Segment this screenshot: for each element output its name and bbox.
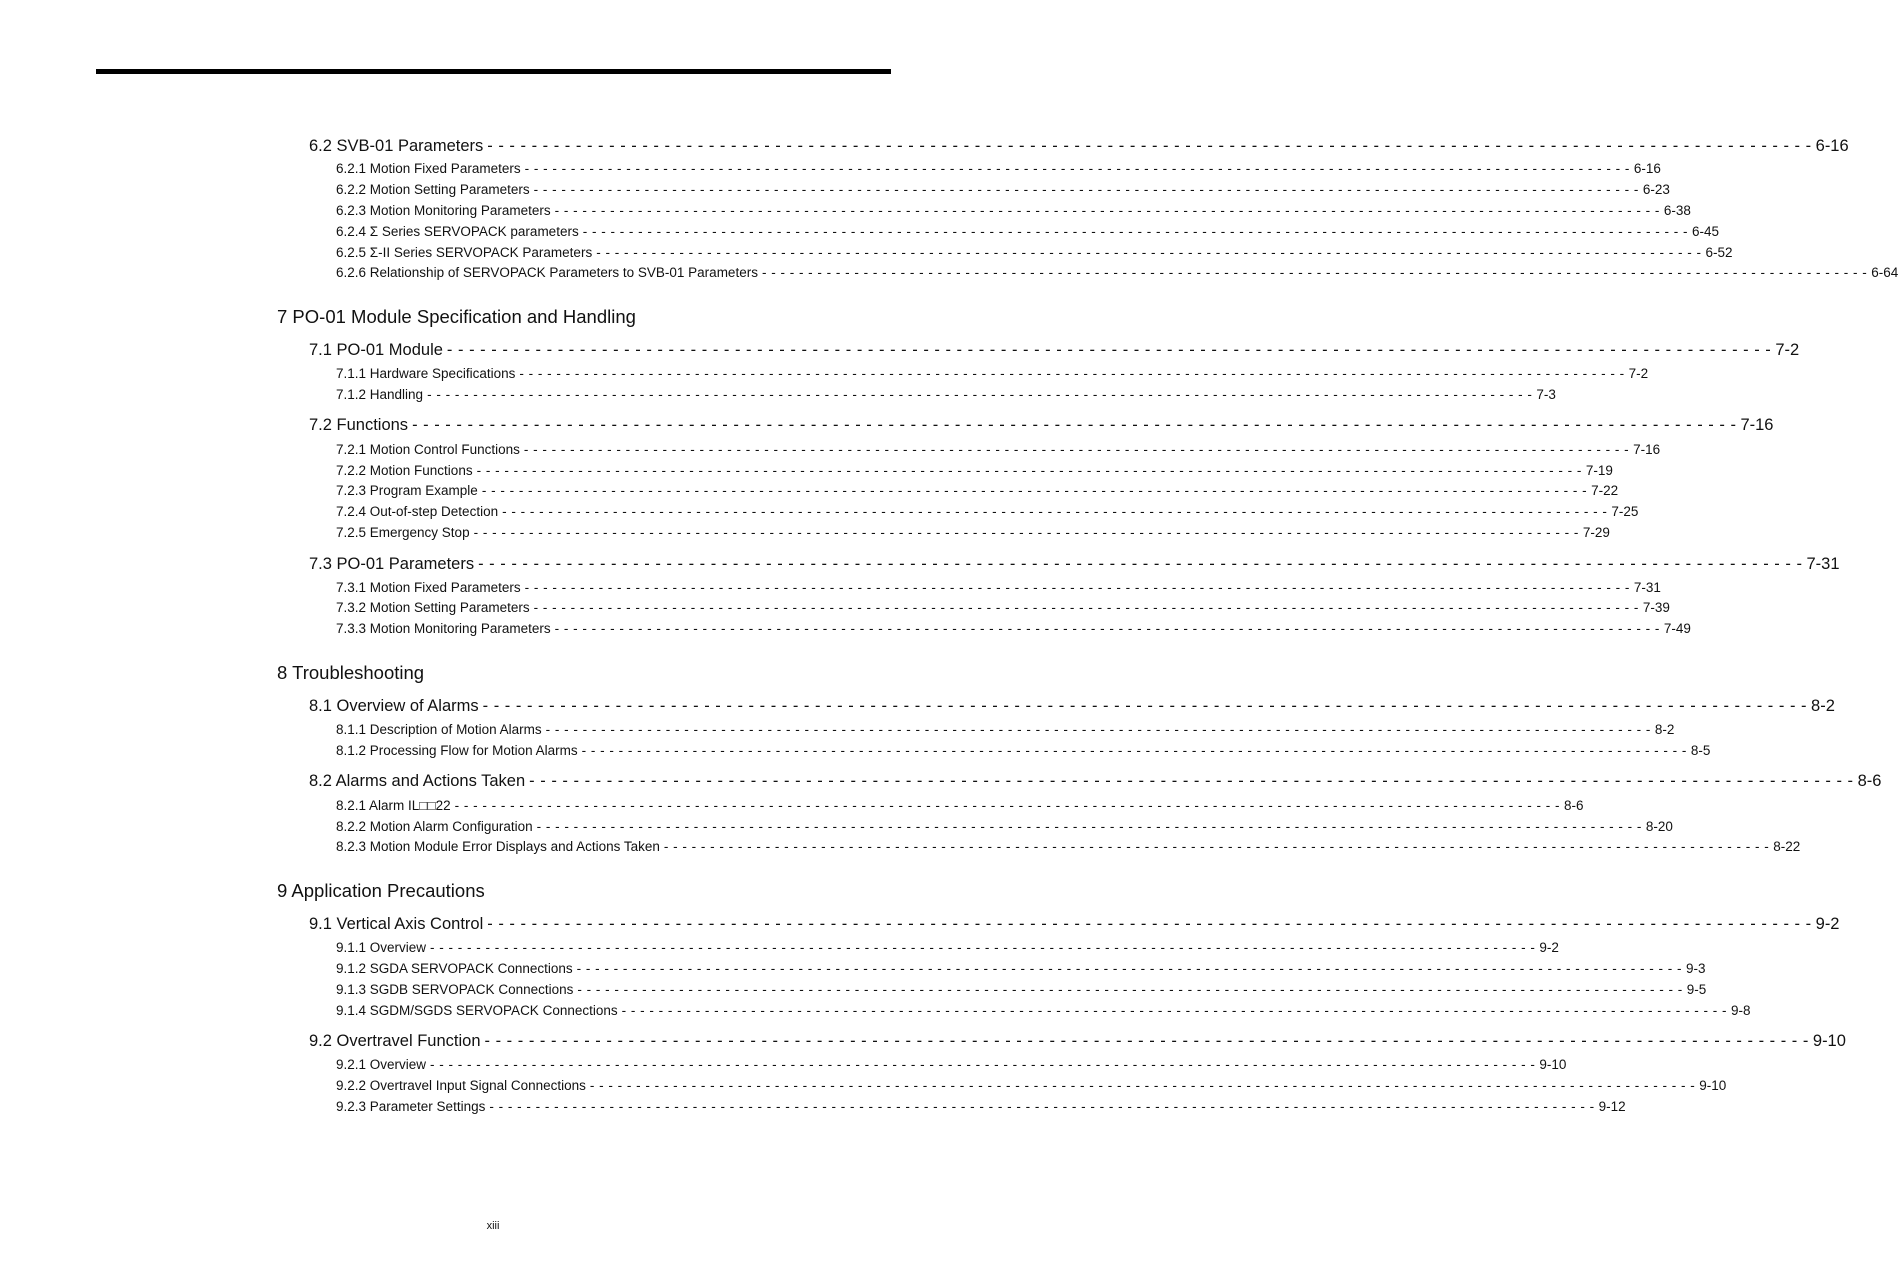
toc-subsection-entry[interactable] xyxy=(336,961,1706,979)
dot-leader: - - - - - - - - - - - - - - - - - - - - - - - - - - - - - - - - - - - - - - - - - - - - - - - - - - - - - - - - - - - - - - - - - - - - - - - - - - - - - - - - - - - - - - - - - - - - - - - - - - - - - - - - - - - - - - - - - - - - - - - - xyxy=(581,743,1687,758)
toc-section-entry[interactable] xyxy=(309,137,1849,159)
dot-leader: - - - - - - - - - - - - - - - - - - - - - - - - - - - - - - - - - - - - - - - - - - - - - - - - - - - - - - - - - - - - - - - - - - - - - - - - - - - - - - - - - - - - - - - - - - - - - - - - - - - - - - - - - - - - - - - - - - - - - - - - xyxy=(576,961,1682,976)
toc-entry-label: 8.1.1 Description of Motion Alarms xyxy=(336,722,542,737)
toc-section-entry[interactable] xyxy=(309,555,1840,577)
toc-section-entry[interactable] xyxy=(309,1032,1846,1054)
toc-entry-page: 8-5 xyxy=(1690,743,1711,758)
toc-subsection-entry[interactable] xyxy=(336,819,1673,837)
dot-leader: - - - - - - - - - - - - - - - - - - - - - - - - - - - - - - - - - - - - - - - - - - - - - - - - - - - - - - - - - - - - - - - - - - - - - - - - - - - - - - - - - - - - - - - - - - - - - - - - - - - - - - - - - - - - - - - - - - - - - - - - xyxy=(473,525,1579,540)
toc-subsection-entry[interactable] xyxy=(336,1078,1727,1096)
toc-entry-page: 8-22 xyxy=(1773,839,1801,854)
dot-leader: - - - - - - - - - - - - - - - - - - - - - - - - - - - - - - - - - - - - - - - - - - - - - - - - - - - - - - - - - - - - - - - - - - - - - - - - - - - - - - - - - - - - - - - - - - - - - - - - - - - - - - - - - - - - - - - - - - - - - - - - xyxy=(487,915,1812,933)
toc-entry-label: 6.2.3 Motion Monitoring Parameters xyxy=(336,203,551,218)
dot-leader: - - - - - - - - - - - - - - - - - - - - - - - - - - - - - - - - - - - - - - - - - - - - - - - - - - - - - - - - - - - - - - - - - - - - - - - - - - - - - - - - - - - - - - - - - - - - - - - - - - - - - - - - - - - - - - - - - - - - - - - - xyxy=(524,161,1630,176)
toc-entry-label: 7.3.3 Motion Monitoring Parameters xyxy=(336,621,551,636)
toc-entry-page: 6-38 xyxy=(1663,203,1691,218)
toc-entry-page: 9-10 xyxy=(1539,1057,1567,1072)
toc-entry-page: 9-8 xyxy=(1730,1003,1751,1018)
toc-entry-label: 9.1.4 SGDM/SGDS SERVOPACK Connections xyxy=(336,1003,618,1018)
header-rule xyxy=(96,69,891,74)
toc-entry-label: 7.2.5 Emergency Stop xyxy=(336,525,470,540)
toc-subsection-entry[interactable] xyxy=(336,743,1711,761)
toc-entry-label: 8.2.1 Alarm IL□□22 xyxy=(336,798,451,813)
toc-subsection-entry[interactable] xyxy=(336,798,1584,816)
dot-leader: - - - - - - - - - - - - - - - - - - - - - - - - - - - - - - - - - - - - - - - - - - - - - - - - - - - - - - - - - - - - - - - - - - - - - - - - - - - - - - - - - - - - - - - - - - - - - - - - - - - - - - - - - - - - - - - - - - - - - - - - xyxy=(663,839,1770,854)
toc-entry-label: 8.1 Overview of Alarms xyxy=(309,697,479,715)
toc-entry-page: 6-16 xyxy=(1815,137,1849,155)
toc-entry-label: 7.1.1 Hardware Specifications xyxy=(336,366,516,381)
toc-subsection-entry[interactable] xyxy=(336,203,1691,221)
toc-subsection-entry[interactable] xyxy=(336,621,1691,639)
dot-leader: - - - - - - - - - - - - - - - - - - - - - - - - - - - - - - - - - - - - - - - - - - - - - - - - - - - - - - - - - - - - - - - - - - - - - - - - - - - - - - - - - - - - - - - - - - - - - - - - - - - - - - - - - - - - - - - - - - - - - - - - xyxy=(502,504,1608,519)
dot-leader: - - - - - - - - - - - - - - - - - - - - - - - - - - - - - - - - - - - - - - - - - - - - - - - - - - - - - - - - - - - - - - - - - - - - - - - - - - - - - - - - - - - - - - - - - - - - - - - - - - - - - - - - - - - - - - - - - - - - - - - - xyxy=(484,1032,1809,1050)
dot-leader: - - - - - - - - - - - - - - - - - - - - - - - - - - - - - - - - - - - - - - - - - - - - - - - - - - - - - - - - - - - - - - - - - - - - - - - - - - - - - - - - - - - - - - - - - - - - - - - - - - - - - - - - - - - - - - - - - - - - - - - - xyxy=(412,416,1737,434)
dot-leader: - - - - - - - - - - - - - - - - - - - - - - - - - - - - - - - - - - - - - - - - - - - - - - - - - - - - - - - - - - - - - - - - - - - - - - - - - - - - - - - - - - - - - - - - - - - - - - - - - - - - - - - - - - - - - - - - - - - - - - - - xyxy=(621,1003,1727,1018)
toc-subsection-entry[interactable] xyxy=(336,1003,1751,1021)
toc-entry-page: 6-45 xyxy=(1692,224,1720,239)
toc-entry-page: 9-3 xyxy=(1685,961,1706,976)
toc-entry-page: 7-49 xyxy=(1663,621,1691,636)
toc-subsection-entry[interactable] xyxy=(336,1057,1567,1075)
toc-subsection-entry[interactable] xyxy=(336,161,1661,179)
dot-leader: - - - - - - - - - - - - - - - - - - - - - - - - - - - - - - - - - - - - - - - - - - - - - - - - - - - - - - - - - - - - - - - - - - - - - - - - - - - - - - - - - - - - - - - - - - - - - - - - - - - - - - - - - - - - - - - - - - - - - - - - xyxy=(589,1078,1696,1093)
dot-leader: - - - - - - - - - - - - - - - - - - - - - - - - - - - - - - - - - - - - - - - - - - - - - - - - - - - - - - - - - - - - - - - - - - - - - - - - - - - - - - - - - - - - - - - - - - - - - - - - - - - - - - - - - - - - - - - - - - - - - - - - xyxy=(454,798,1560,813)
toc-entry-label: 9.2.3 Parameter Settings xyxy=(336,1099,486,1114)
toc-entry-label: 7.2.1 Motion Control Functions xyxy=(336,442,520,457)
toc-entry-page: 7-22 xyxy=(1591,483,1619,498)
toc-entry-page: 7-25 xyxy=(1611,504,1639,519)
toc-entry-label: 6.2.6 Relationship of SERVOPACK Parameters to SVB-01 Parameters xyxy=(336,265,758,280)
toc-entry-label: 9.2.2 Overtravel Input Signal Connections xyxy=(336,1078,586,1093)
dot-leader: - - - - - - - - - - - - - - - - - - - - - - - - - - - - - - - - - - - - - - - - - - - - - - - - - - - - - - - - - - - - - - - - - - - - - - - - - - - - - - - - - - - - - - - - - - - - - - - - - - - - - - - - - - - - - - - - - - - - - - - - xyxy=(481,483,1588,498)
dot-leader: - - - - - - - - - - - - - - - - - - - - - - - - - - - - - - - - - - - - - - - - - - - - - - - - - - - - - - - - - - - - - - - - - - - - - - - - - - - - - - - - - - - - - - - - - - - - - - - - - - - - - - - - - - - - - - - - - - - - - - - - xyxy=(476,463,1582,478)
toc-entry-label: 6.2.2 Motion Setting Parameters xyxy=(336,182,530,197)
toc-entry-label: 9.1.3 SGDB SERVOPACK Connections xyxy=(336,982,574,997)
dot-leader: - - - - - - - - - - - - - - - - - - - - - - - - - - - - - - - - - - - - - - - - - - - - - - - - - - - - - - - - - - - - - - - - - - - - - - - - - - - - - - - - - - - - - - - - - - - - - - - - - - - - - - - - - - - - - - - - - - - - - - - - xyxy=(482,697,1808,715)
toc-subsection-entry[interactable] xyxy=(336,245,1733,263)
toc-entry-page: 7-31 xyxy=(1806,555,1840,573)
toc-subsection-entry[interactable] xyxy=(336,940,1559,958)
toc-subsection-entry[interactable] xyxy=(336,600,1670,618)
dot-leader: - - - - - - - - - - - - - - - - - - - - - - - - - - - - - - - - - - - - - - - - - - - - - - - - - - - - - - - - - - - - - - - - - - - - - - - - - - - - - - - - - - - - - - - - - - - - - - - - - - - - - - - - - - - - - - - - - - - - - - - - xyxy=(519,366,1625,381)
toc-section-entry[interactable] xyxy=(309,772,1882,794)
toc-entry-page: 8-2 xyxy=(1654,722,1675,737)
toc-entry-page: 7-19 xyxy=(1585,463,1613,478)
dot-leader: - - - - - - - - - - - - - - - - - - - - - - - - - - - - - - - - - - - - - - - - - - - - - - - - - - - - - - - - - - - - - - - - - - - - - - - - - - - - - - - - - - - - - - - - - - - - - - - - - - - - - - - - - - - - - - - - - - - - - - - - xyxy=(489,1099,1595,1114)
toc-entry-label: 7.2.2 Motion Functions xyxy=(336,463,473,478)
toc-entry-page: 7-16 xyxy=(1740,416,1774,434)
toc-subsection-entry[interactable] xyxy=(336,224,1720,242)
dot-leader: - - - - - - - - - - - - - - - - - - - - - - - - - - - - - - - - - - - - - - - - - - - - - - - - - - - - - - - - - - - - - - - - - - - - - - - - - - - - - - - - - - - - - - - - - - - - - - - - - - - - - - - - - - - - - - - - - - - - - - - - xyxy=(577,982,1683,997)
dot-leader: - - - - - - - - - - - - - - - - - - - - - - - - - - - - - - - - - - - - - - - - - - - - - - - - - - - - - - - - - - - - - - - - - - - - - - - - - - - - - - - - - - - - - - - - - - - - - - - - - - - - - - - - - - - - - - - - - - - - - - - - xyxy=(523,442,1630,457)
toc-subsection-entry[interactable] xyxy=(336,387,1556,405)
toc-entry-label: 6.2 SVB-01 Parameters xyxy=(309,137,484,155)
toc-entry-label: 7.1.2 Handling xyxy=(336,387,424,402)
toc-entry-label: 9.2 Overtravel Function xyxy=(309,1032,481,1050)
toc-subsection-entry[interactable] xyxy=(336,722,1675,740)
toc-section-entry[interactable] xyxy=(309,341,1800,363)
toc-subsection-entry[interactable] xyxy=(336,442,1661,460)
toc-entry-label: 7.3.1 Motion Fixed Parameters xyxy=(336,580,521,595)
toc-entry-page: 9-2 xyxy=(1539,940,1559,955)
toc-entry-page: 9-10 xyxy=(1699,1078,1727,1093)
toc-entry-label: 6.2.1 Motion Fixed Parameters xyxy=(336,161,521,176)
toc-entry-page: 7-16 xyxy=(1633,442,1661,457)
toc-entry-label: 8.2 Alarms and Actions Taken xyxy=(309,772,526,790)
toc-subsection-entry[interactable] xyxy=(336,839,1801,857)
dot-leader: - - - - - - - - - - - - - - - - - - - - - - - - - - - - - - - - - - - - - - - - - - - - - - - - - - - - - - - - - - - - - - - - - - - - - - - - - - - - - - - - - - - - - - - - - - - - - - - - - - - - - - - - - - - - - - - - - - - - - - - - xyxy=(545,722,1651,737)
dot-leader: - - - - - - - - - - - - - - - - - - - - - - - - - - - - - - - - - - - - - - - - - - - - - - - - - - - - - - - - - - - - - - - - - - - - - - - - - - - - - - - - - - - - - - - - - - - - - - - - - - - - - - - - - - - - - - - - - - - - - - - - xyxy=(554,203,1660,218)
dot-leader: - - - - - - - - - - - - - - - - - - - - - - - - - - - - - - - - - - - - - - - - - - - - - - - - - - - - - - - - - - - - - - - - - - - - - - - - - - - - - - - - - - - - - - - - - - - - - - - - - - - - - - - - - - - - - - - - - - - - - - - - xyxy=(596,245,1702,260)
toc-subsection-entry[interactable] xyxy=(336,504,1639,522)
toc-subsection-entry[interactable] xyxy=(336,982,1707,1000)
toc-entry-label: 6.2.4 Σ Series SERVOPACK parameters xyxy=(336,224,579,239)
toc-entry-label: 7.3.2 Motion Setting Parameters xyxy=(336,600,530,615)
dot-leader: - - - - - - - - - - - - - - - - - - - - - - - - - - - - - - - - - - - - - - - - - - - - - - - - - - - - - - - - - - - - - - - - - - - - - - - - - - - - - - - - - - - - - - - - - - - - - - - - - - - - - - - - - - - - - - - - - - - - - - - - xyxy=(446,341,1772,359)
toc-subsection-entry[interactable] xyxy=(336,182,1670,200)
toc-entry-label: 9.1.1 Overview xyxy=(336,940,427,955)
toc-entry-page: 7-2 xyxy=(1628,366,1649,381)
toc-entry-label: 6.2.5 Σ-II Series SERVOPACK Parameters xyxy=(336,245,593,260)
toc-entry-page: 9-12 xyxy=(1598,1099,1626,1114)
toc-section-entry[interactable] xyxy=(309,697,1835,719)
dot-leader: - - - - - - - - - - - - - - - - - - - - - - - - - - - - - - - - - - - - - - - - - - - - - - - - - - - - - - - - - - - - - - - - - - - - - - - - - - - - - - - - - - - - - - - - - - - - - - - - - - - - - - - - - - - - - - - - - - - - - - - - xyxy=(478,555,1803,573)
toc-entry-page: 8-6 xyxy=(1857,772,1882,790)
chapter-heading: 8 Troubleshooting xyxy=(277,662,425,683)
toc-entry-label: 7.3 PO-01 Parameters xyxy=(309,555,475,573)
toc-entry-label: 9.1.2 SGDA SERVOPACK Connections xyxy=(336,961,573,976)
toc-entry-page: 7-31 xyxy=(1633,580,1661,595)
dot-leader: - - - - - - - - - - - - - - - - - - - - - - - - - - - - - - - - - - - - - - - - - - - - - - - - - - - - - - - - - - - - - - - - - - - - - - - - - - - - - - - - - - - - - - - - - - - - - - - - - - - - - - - - - - - - - - - - - - - - - - - - xyxy=(582,224,1689,239)
toc-section-entry[interactable] xyxy=(309,416,1774,438)
toc-entry-label: 8.1.2 Processing Flow for Motion Alarms xyxy=(336,743,578,758)
toc-entry-page: 8-20 xyxy=(1645,819,1673,834)
dot-leader: - - - - - - - - - - - - - - - - - - - - - - - - - - - - - - - - - - - - - - - - - - - - - - - - - - - - - - - - - - - - - - - - - - - - - - - - - - - - - - - - - - - - - - - - - - - - - - - - - - - - - - - - - - - - - - - - - - - - - - - - xyxy=(427,387,1533,402)
toc-entry-label: 7.2.4 Out-of-step Detection xyxy=(336,504,499,519)
toc-section-entry[interactable] xyxy=(309,915,1840,937)
toc-subsection-entry[interactable] xyxy=(336,1099,1626,1117)
toc-subsection-entry[interactable] xyxy=(336,265,1898,283)
toc-subsection-entry[interactable] xyxy=(336,525,1610,543)
dot-leader: - - - - - - - - - - - - - - - - - - - - - - - - - - - - - - - - - - - - - - - - - - - - - - - - - - - - - - - - - - - - - - - - - - - - - - - - - - - - - - - - - - - - - - - - - - - - - - - - - - - - - - - - - - - - - - - - - - - - - - - - xyxy=(430,940,1536,955)
toc-entry-page: 9-10 xyxy=(1812,1032,1846,1050)
toc-entry-page: 7-29 xyxy=(1582,525,1610,540)
toc-entry-label: 7.2 Functions xyxy=(309,416,409,434)
dot-leader: - - - - - - - - - - - - - - - - - - - - - - - - - - - - - - - - - - - - - - - - - - - - - - - - - - - - - - - - - - - - - - - - - - - - - - - - - - - - - - - - - - - - - - - - - - - - - - - - - - - - - - - - - - - - - - - - - - - - - - - - xyxy=(524,580,1630,595)
toc-entry-page: 8-2 xyxy=(1811,697,1835,715)
dot-leader: - - - - - - - - - - - - - - - - - - - - - - - - - - - - - - - - - - - - - - - - - - - - - - - - - - - - - - - - - - - - - - - - - - - - - - - - - - - - - - - - - - - - - - - - - - - - - - - - - - - - - - - - - - - - - - - - - - - - - - - - xyxy=(536,819,1642,834)
toc-entry-page: 9-5 xyxy=(1686,982,1707,997)
dot-leader: - - - - - - - - - - - - - - - - - - - - - - - - - - - - - - - - - - - - - - - - - - - - - - - - - - - - - - - - - - - - - - - - - - - - - - - - - - - - - - - - - - - - - - - - - - - - - - - - - - - - - - - - - - - - - - - - - - - - - - - - xyxy=(533,600,1639,615)
toc-entry-page: 8-6 xyxy=(1563,798,1584,813)
dot-leader: - - - - - - - - - - - - - - - - - - - - - - - - - - - - - - - - - - - - - - - - - - - - - - - - - - - - - - - - - - - - - - - - - - - - - - - - - - - - - - - - - - - - - - - - - - - - - - - - - - - - - - - - - - - - - - - - - - - - - - - - xyxy=(529,772,1854,790)
toc-subsection-entry[interactable] xyxy=(336,580,1661,598)
toc-subsection-entry[interactable] xyxy=(336,483,1619,501)
toc-entry-label: 9.2.1 Overview xyxy=(336,1057,427,1072)
toc-entry-page: 7-2 xyxy=(1775,341,1800,359)
toc-subsection-entry[interactable] xyxy=(336,366,1649,384)
dot-leader: - - - - - - - - - - - - - - - - - - - - - - - - - - - - - - - - - - - - - - - - - - - - - - - - - - - - - - - - - - - - - - - - - - - - - - - - - - - - - - - - - - - - - - - - - - - - - - - - - - - - - - - - - - - - - - - - - - - - - - - - xyxy=(430,1057,1536,1072)
toc-entry-page: 6-52 xyxy=(1705,245,1733,260)
dot-leader: - - - - - - - - - - - - - - - - - - - - - - - - - - - - - - - - - - - - - - - - - - - - - - - - - - - - - - - - - - - - - - - - - - - - - - - - - - - - - - - - - - - - - - - - - - - - - - - - - - - - - - - - - - - - - - - - - - - - - - - - xyxy=(761,265,1868,280)
toc-subsection-entry[interactable] xyxy=(336,463,1613,481)
toc-entry-page: 7-3 xyxy=(1536,387,1556,402)
dot-leader: - - - - - - - - - - - - - - - - - - - - - - - - - - - - - - - - - - - - - - - - - - - - - - - - - - - - - - - - - - - - - - - - - - - - - - - - - - - - - - - - - - - - - - - - - - - - - - - - - - - - - - - - - - - - - - - - - - - - - - - - xyxy=(487,137,1812,155)
dot-leader: - - - - - - - - - - - - - - - - - - - - - - - - - - - - - - - - - - - - - - - - - - - - - - - - - - - - - - - - - - - - - - - - - - - - - - - - - - - - - - - - - - - - - - - - - - - - - - - - - - - - - - - - - - - - - - - - - - - - - - - - xyxy=(554,621,1660,636)
toc-entry-page: 6-23 xyxy=(1642,182,1670,197)
toc-entry-label: 9.1 Vertical Axis Control xyxy=(309,915,484,933)
chapter-heading: 9 Application Precautions xyxy=(277,880,485,901)
toc-entry-page: 7-39 xyxy=(1642,600,1670,615)
toc-entry-label: 7.2.3 Program Example xyxy=(336,483,478,498)
toc-entry-label: 8.2.2 Motion Alarm Configuration xyxy=(336,819,533,834)
toc-entry-page: 6-64 xyxy=(1871,265,1898,280)
chapter-heading: 7 PO-01 Module Specification and Handling xyxy=(277,306,636,327)
toc-entry-page: 9-2 xyxy=(1815,915,1840,933)
toc-entry-label: 7.1 PO-01 Module xyxy=(309,341,443,359)
dot-leader: - - - - - - - - - - - - - - - - - - - - - - - - - - - - - - - - - - - - - - - - - - - - - - - - - - - - - - - - - - - - - - - - - - - - - - - - - - - - - - - - - - - - - - - - - - - - - - - - - - - - - - - - - - - - - - - - - - - - - - - - xyxy=(533,182,1639,197)
page-number: xiii xyxy=(486,1220,500,1232)
toc-entry-page: 6-16 xyxy=(1633,161,1661,176)
toc-entry-label: 8.2.3 Motion Module Error Displays and Actions Taken xyxy=(336,839,660,854)
